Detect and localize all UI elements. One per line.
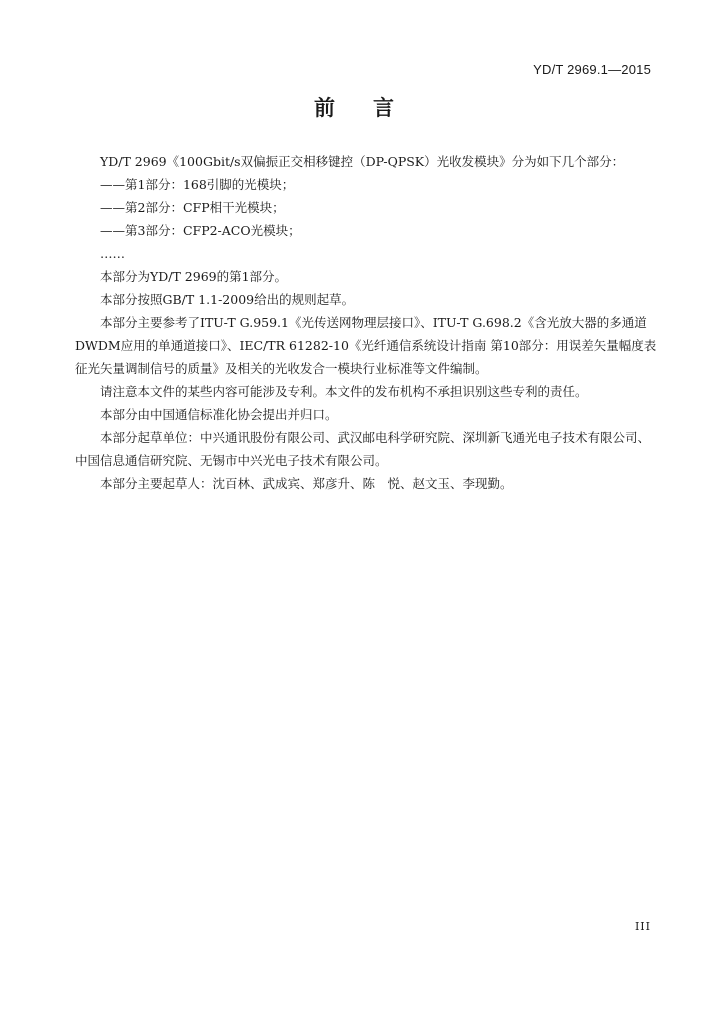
proposer-paragraph: 本部分由中国通信标准化协会提出并归口。 (100, 407, 338, 422)
patent-paragraph: 请注意本文件的某些内容可能涉及专利。本文件的发布机构不承担识别这些专利的责任。 (100, 384, 588, 399)
document-code: YD/T 2969.1—2015 (533, 62, 651, 77)
reference-paragraph-line3: 征光矢量调制信号的质量》及相关的光收发合一模块行业标准等文件编制。 (75, 361, 488, 376)
ellipsis: …… (100, 246, 125, 261)
reference-paragraph-line2: DWDM应用的单通道接口》、IEC/TR 61282-10《光纤通信系统设计指南 第10部分：用误差矢量幅度表 (75, 338, 657, 353)
intro-paragraph: YD/T 2969《100Gbit/s双偏振正交相移键控（DP-QPSK）光收发模块》分为如下几个部分： (100, 154, 625, 169)
part-list-item: ——第1部分：168引脚的光模块； (100, 177, 295, 192)
reference-paragraph-line1: 本部分主要参考了ITU-T G.959.1《光传送网物理层接口》、ITU-T G.698.2《含光放大器的多通道 (100, 315, 647, 330)
part-list-item: ——第2部分：CFP相干光模块； (100, 200, 285, 215)
drafting-units-line2: 中国信息通信研究院、无锡市中兴光电子技术有限公司。 (75, 453, 388, 468)
page-number: III (634, 920, 651, 933)
rules-paragraph: 本部分按照GB/T 1.1-2009给出的规则起草。 (100, 292, 355, 307)
drafting-units-line1: 本部分起草单位：中兴通讯股份有限公司、武汉邮电科学研究院、深圳新飞通光电子技术有限公司、 (100, 430, 651, 445)
page-title: 前言 (314, 96, 432, 120)
part-of-paragraph: 本部分为YD/T 2969的第1部分。 (100, 269, 288, 284)
part-list-item: ——第3部分：CFP2-ACO光模块； (100, 223, 301, 238)
foreword-body (75, 150, 660, 495)
drafters-paragraph: 本部分主要起草人：沈百林、武成宾、郑彦升、陈 悦、赵文玉、李现勤。 (100, 476, 513, 491)
